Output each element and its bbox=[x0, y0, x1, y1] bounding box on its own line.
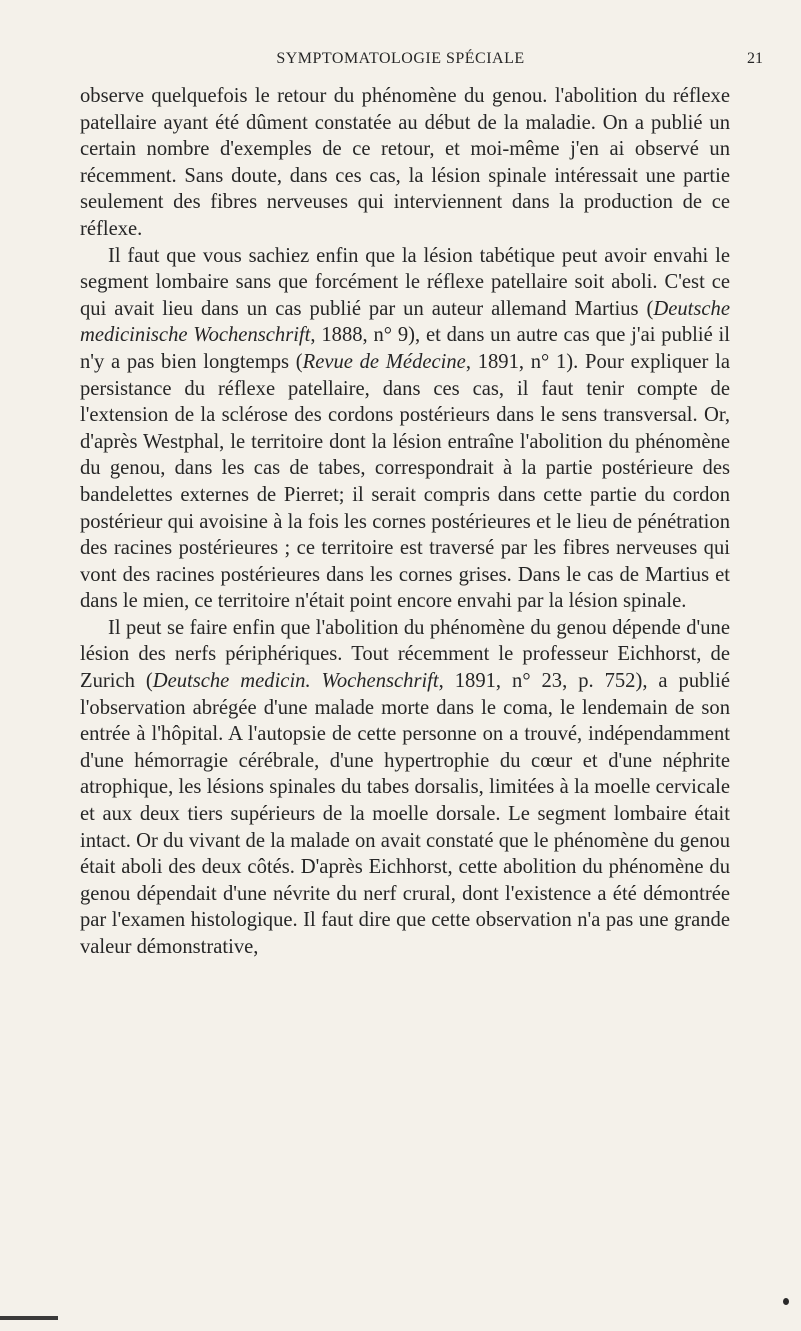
journal-title: Deutsche medicinische Wochenschrift bbox=[80, 297, 730, 347]
scan-dot-mark bbox=[783, 1298, 789, 1305]
running-title: SYMPTOMATOLOGIE SPÉCIALE bbox=[276, 50, 525, 67]
paragraph-1 bbox=[80, 83, 730, 243]
running-head bbox=[120, 50, 681, 68]
body-text bbox=[80, 83, 730, 961]
page-number: 21 bbox=[747, 50, 763, 67]
text-segment: Il faut que vous sachiez enfin que la lésion tabétique peut avoir envahi le segment lombaire sans que forcément le réflexe patellaire soit aboli. C'est ce qui avait lieu dans un cas publié par un auteur allemand Martius ( bbox=[80, 244, 730, 320]
scan-edge-mark bbox=[0, 1316, 58, 1320]
text-segment: , 1891, n° 1). Pour expliquer la persistance du réflexe patellaire, dans ces cas, il faut tenir compte de l'extension de la sclérose des cordons postérieurs dans le sens transversal. Or, d'après Westphal, le territoire dont la lésion entraîne l'abolition du phénomène du genou, dans les cas de tabes, correspondrait à la partie postérieure des bandelettes externes de Pierret; il serait compris dans cette partie du cordon postérieur qui avoisine à la fois les cornes postérieures et le lieu de pénétration des racines postérieures ; ce territoire est traversé par les fibres nerveuses qui vont des racines postérieures dans les cornes grises. Dans le cas de Martius et dans le mien, ce territoire n'était point encore envahi par la lésion spinale. bbox=[80, 350, 730, 613]
journal-title: Revue de Médecine bbox=[302, 350, 466, 373]
text-segment: observe quelquefois le retour du phénomène du genou. l'abolition du réflexe patellaire ayant été dûment constatée au début de la maladie. On a publié un certain nombre d'exemples de ce retour, et moi-même j'en ai observé un récemment. Sans doute, dans ces cas, la lésion spinale intéressait une partie seulement des fibres nerveuses qui interviennent dans la production de ce réflexe. bbox=[80, 85, 730, 240]
text-segment: Il peut se faire enfin que l'abolition du phénomène du genou dépende d'une lésion des nerfs périphériques. Tout récemment le professeur Eichhorst, de Zurich ( bbox=[80, 616, 730, 693]
paragraph-2 bbox=[80, 243, 730, 615]
paragraph-3 bbox=[80, 615, 730, 961]
text-segment: , 1888, n° 9), et dans un autre cas que j'ai publié il n'y a pas bien longtemps ( bbox=[80, 324, 730, 373]
journal-title: Deutsche medicin. Wochenschrift bbox=[152, 670, 439, 693]
text-segment: , 1891, n° 23, p. 752), a publié l'observation abrégée d'une malade morte dans le coma, le lendemain de son entrée à l'hôpital. A l'autopsie de cette personne on a trouvé, indépendamment d'une hémorragie cérébrale, d'une hypertrophie du cœur et d'une néphrite atrophique, les lésions spinales du tabes dorsalis, limitées à la moelle cervicale et aux deux tiers supérieurs de la moelle dorsale. Le segment lombaire était intact. Or du vivant de la malade on avait constaté que le phénomène du genou était aboli des deux côtés. D'après Eichhorst, cette abolition du phénomène du genou dépendait d'une névrite du nerf crural, dont l'existence a été démontrée par l'examen histologique. Il faut dire que cette observation n'a pas une grande valeur démonstrative, bbox=[80, 670, 730, 958]
